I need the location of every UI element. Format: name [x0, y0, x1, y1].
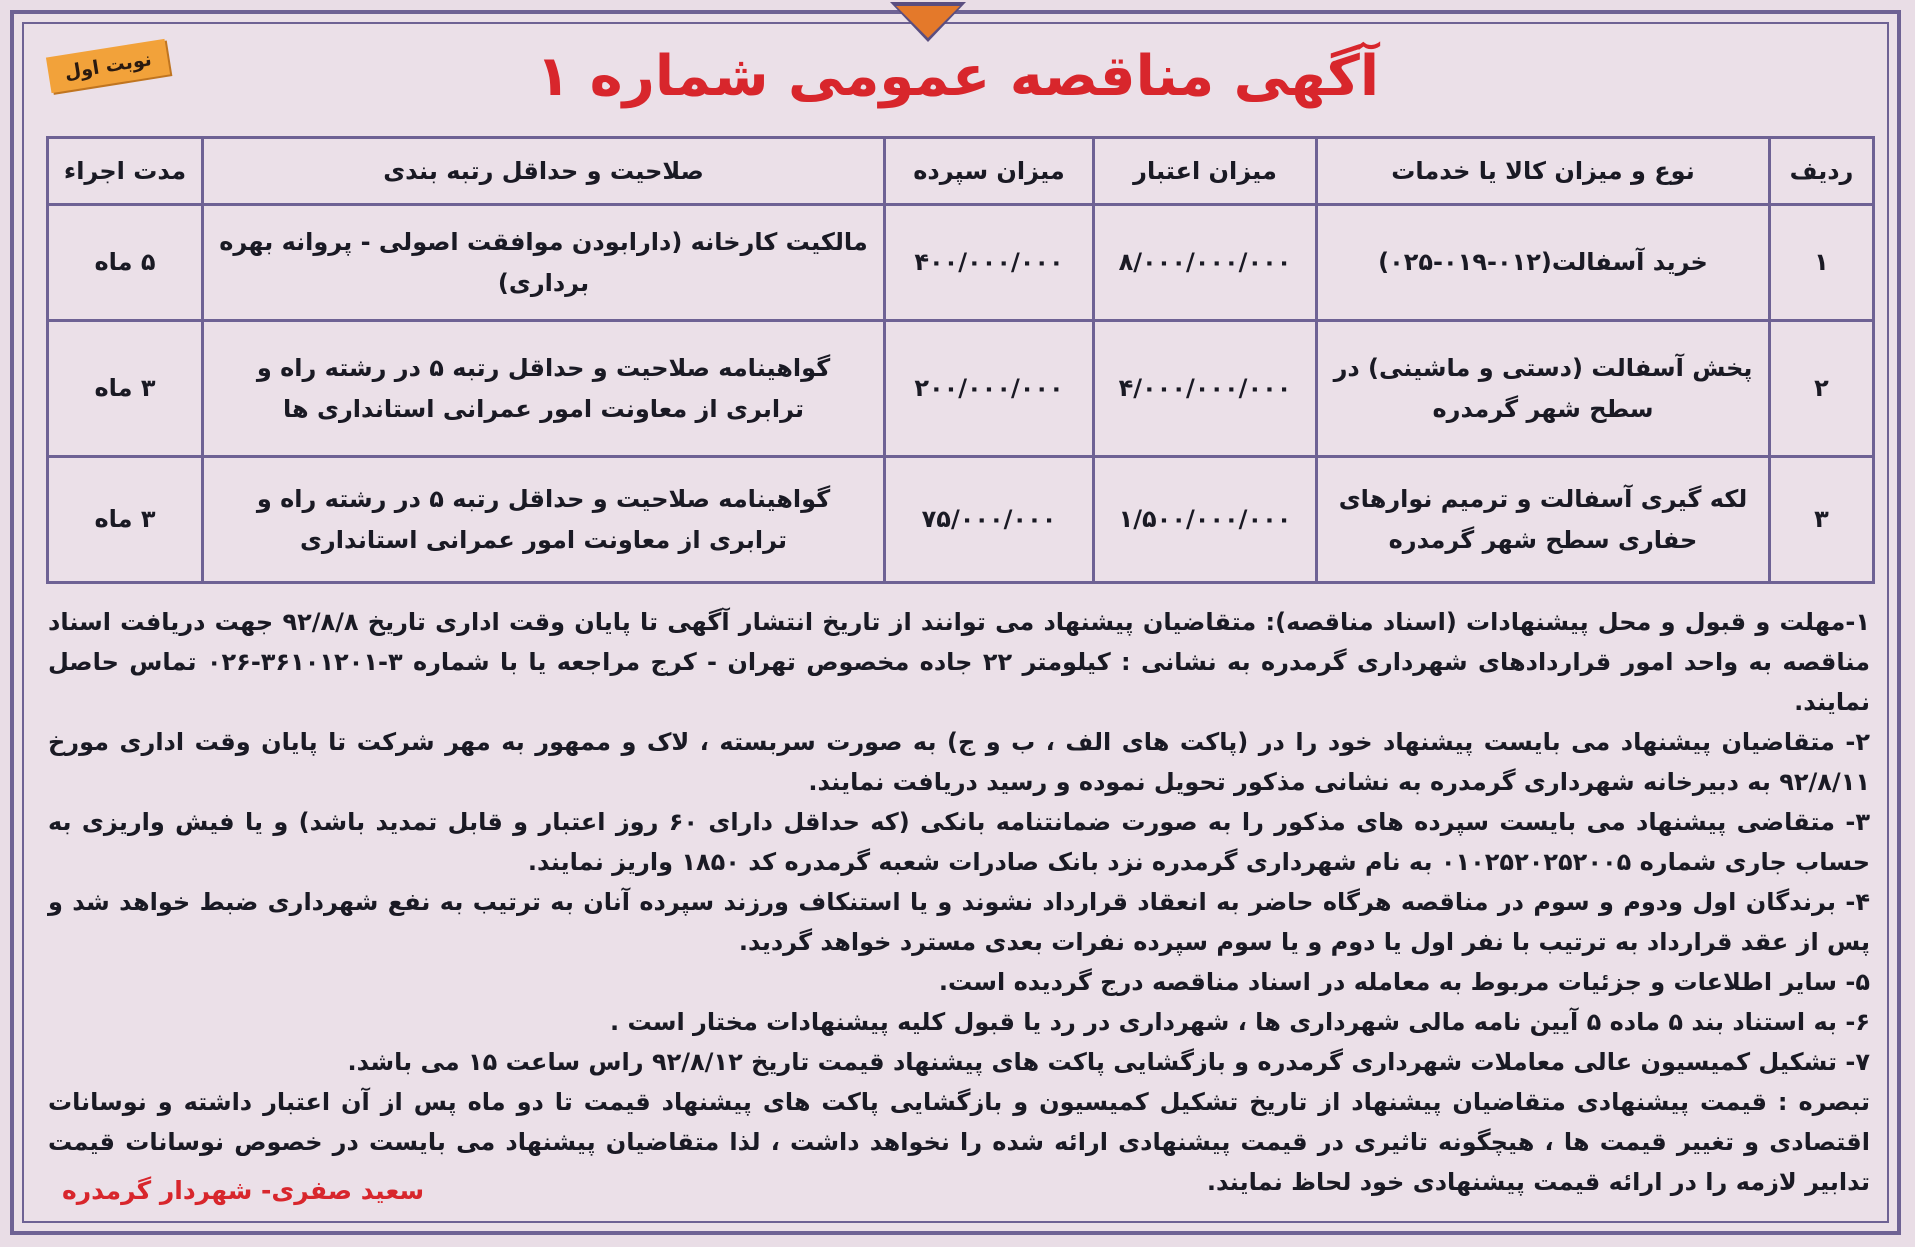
condition-item: ۷- تشکیل کمیسیون عالی معاملات شهرداری گرمدره و بازگشایی پاکت های پیشنهاد قیمت تاریخ ۹۲/۸/۱۲ راس ساعت ۱۵ می باشد.	[347, 1048, 1870, 1076]
notice-title: آگهی مناقصه عمومی شماره ۱	[535, 44, 1380, 109]
arrow-down-icon	[896, 6, 960, 38]
condition-item: ۵- سایر اطلاعات و جزئیات مربوط به معامله در اسناد مناقصه درج گردیده است.	[938, 968, 1870, 996]
condition-item: ۲- متقاضیان پیشنهاد می بایست پیشنهاد خود را در (پاکت های الف ، ب و ج) به صورت سربسته ، لاک و ممهور به مهر شرکت تا پایان وقت اداری مورخ ۹۲/۸/۱۱ به دبیرخانه شهرداری گرمدره به نشانی مذکور تحویل نموده و رسید دریافت نمایند.	[48, 728, 1870, 796]
tender-table	[46, 136, 1875, 584]
table-row	[48, 205, 1874, 321]
header-credit: میزان اعتبار	[1094, 138, 1317, 205]
condition-item: ۱-مهلت و قبول و محل پیشنهادات (اسناد مناقصه): متقاضیان پیشنهاد می توانند از تاریخ انتشار آگهی تا پایان وقت اداری تاریخ ۹۲/۸/۸ جهت دریافت اسناد مناقصه به واحد امور قراردادهای شهرداری گرمدره به نشانی : کیلومتر ۲۲ جاده مخصوص تهران - کرج مراجعه یا با شماره ۳-۳۶۱۰۱۲۰۱-۰۲۶ تماس حاصل نمایند.	[48, 608, 1871, 716]
cell-deposit: ۲۰۰/۰۰۰/۰۰۰	[885, 321, 1094, 457]
cell-duration: ۳ ماه	[48, 457, 203, 583]
table-row	[48, 321, 1874, 457]
cell-row-number: ۲	[1770, 321, 1874, 457]
condition-item: ۶- به استناد بند ۵ ماده ۵ آیین نامه مالی شهرداری ها ، شهرداری در رد یا قبول کلیه پیشنهادات مختار است .	[609, 1008, 1870, 1036]
cell-credit: ۱/۵۰۰/۰۰۰/۰۰۰	[1094, 457, 1317, 583]
edition-badge: نوبت اول	[46, 39, 170, 93]
cell-deposit: ۷۵/۰۰۰/۰۰۰	[885, 457, 1094, 583]
condition-item: ۴- برندگان اول ودوم و سوم در مناقصه هرگاه حاضر به انعقاد قرارداد نشوند و یا استنکاف ورزند سپرده آنان به ترتیب به نفع شهرداری ضبط خواهد شد و پس از عقد قرارداد به ترتیب با نفر اول یا دوم و یا سوم سپرده نفرات بعدی مسترد خواهد گردید.	[48, 888, 1870, 956]
cell-qualification: گواهینامه صلاحیت و حداقل رتبه ۵ در رشته راه و ترابری از معاونت امور عمرانی استانداری	[203, 457, 885, 583]
header-deposit: میزان سپرده	[885, 138, 1094, 205]
cell-row-number: ۳	[1770, 457, 1874, 583]
cell-item: خرید آسفالت(۰۱۲-۰۱۹-۰۲۵)	[1317, 205, 1770, 321]
cell-duration: ۵ ماه	[48, 205, 203, 321]
header-duration: مدت اجراء	[48, 138, 203, 205]
header-item: نوع و میزان کالا یا خدمات	[1317, 138, 1770, 205]
condition-item: ۳- متقاضی پیشنهاد می بایست سپرده های مذکور را به صورت ضمانتنامه بانکی (که حداقل دارای ۶۰ روز اعتبار و قابل تمدید باشد) و یا فیش واریزی به حساب جاری شماره ۰۱۰۲۵۲۰۲۵۲۰۰۵ به نام شهرداری گرمدره نزد بانک صادرات شعبه گرمدره کد ۱۸۵۰ واریز نمایند.	[48, 808, 1870, 876]
signature: سعید صفری- شهردار گرمدره	[62, 1176, 425, 1205]
cell-qualification: گواهینامه صلاحیت و حداقل رتبه ۵ در رشته راه و ترابری از معاونت امور عمرانی استانداری ها	[203, 321, 885, 457]
table-header-row	[48, 138, 1874, 205]
cell-credit: ۴/۰۰۰/۰۰۰/۰۰۰	[1094, 321, 1317, 457]
cell-item: پخش آسفالت (دستی و ماشینی) در سطح شهر گرمدره	[1317, 321, 1770, 457]
header-qualification: صلاحیت و حداقل رتبه بندی	[203, 138, 885, 205]
cell-duration: ۳ ماه	[48, 321, 203, 457]
table-row	[48, 457, 1874, 583]
cell-row-number: ۱	[1770, 205, 1874, 321]
cell-item: لکه گیری آسفالت و ترمیم نوارهای حفاری سطح شهر گرمدره	[1317, 457, 1770, 583]
cell-qualification: مالکیت کارخانه (دارابودن موافقت اصولی - پروانه بهره برداری)	[203, 205, 885, 321]
header-row-number: ردیف	[1770, 138, 1874, 205]
cell-deposit: ۴۰۰/۰۰۰/۰۰۰	[885, 205, 1094, 321]
cell-credit: ۸/۰۰۰/۰۰۰/۰۰۰	[1094, 205, 1317, 321]
condition-note: تبصره : قیمت پیشنهادی متقاضیان پیشنهاد از تاریخ تشکیل کمیسیون و بازگشایی پاکت های پیشنهاد قیمت تا دو ماه پس از آن اعتبار داشته و نوسانات اقتصادی و تغییر قیمت ها ، هیچگونه تاثیری در قیمت پیشنهادی ارائه شده را نخواهد داشت ، لذا متقاضیان پیشنهاد می بایست در خصوص نوسانات قیمت تدابیر لازمه را در ارائه قیمت پیشنهادی خود لحاظ نمایند.	[48, 1088, 1870, 1196]
notice-conditions	[48, 602, 1870, 1202]
